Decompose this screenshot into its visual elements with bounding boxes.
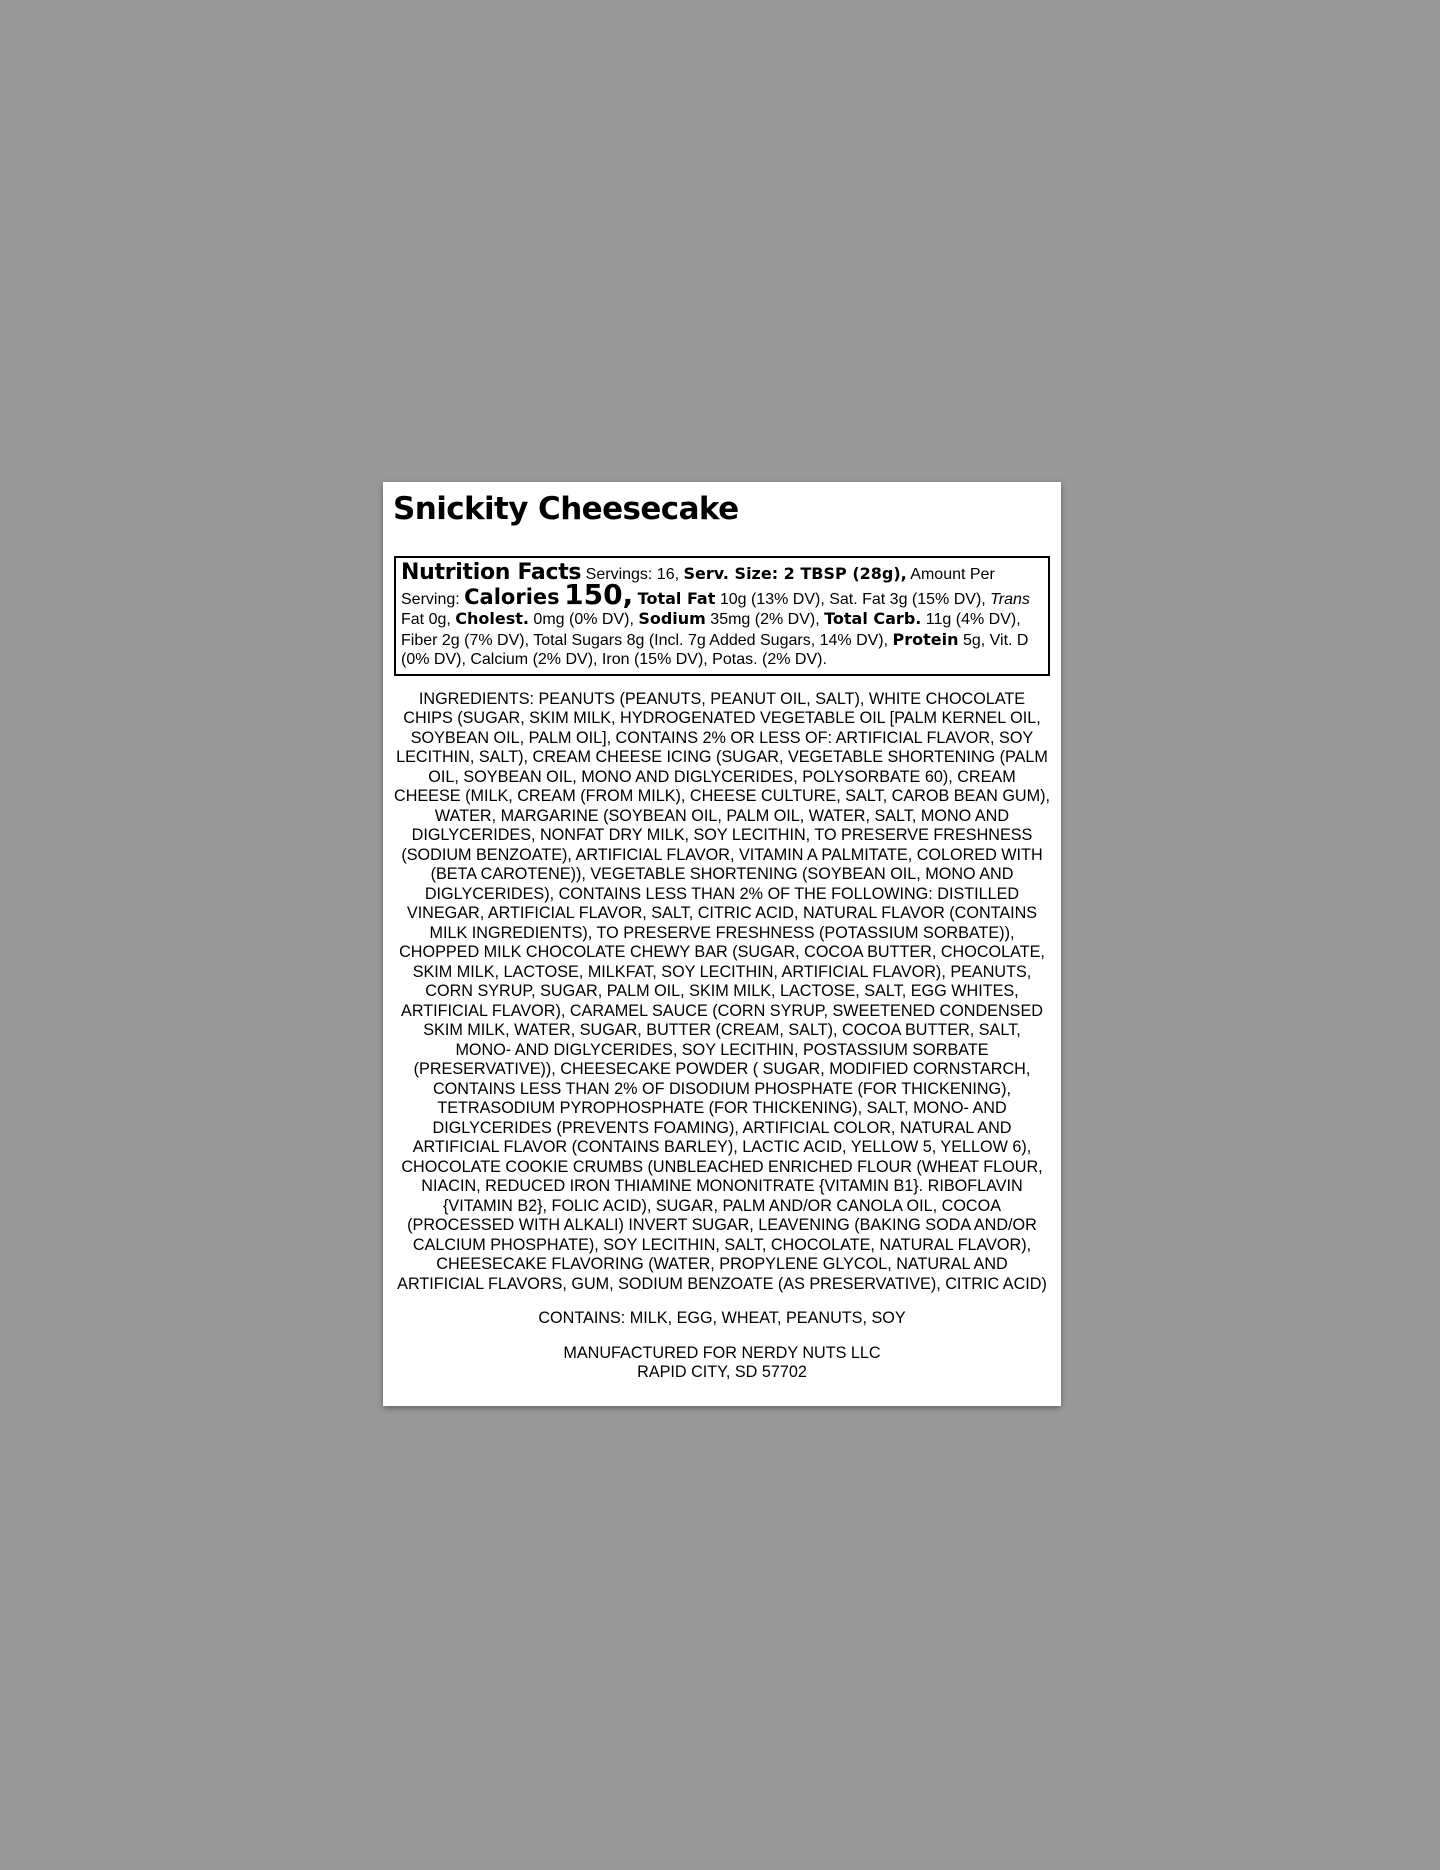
product-label-card (383, 482, 1061, 1406)
calories-value: 150, (564, 577, 634, 611)
nutrition-facts-title: Nutrition Facts (401, 560, 582, 585)
trans-fat-value: Fat 0g, (401, 611, 456, 628)
sodium-value: 35mg (2% DV), (705, 611, 825, 628)
servings-text: Servings: 16, (581, 566, 684, 583)
cholesterol-label: Cholest. (455, 609, 529, 628)
serving-size-text: Serv. Size: 2 TBSP (28g), (683, 564, 907, 583)
total-carb-value: 11g (4% DV), Fiber 2g (7% DV), Total Sugars 8g (Incl. 7g Added Sugars, 14% DV), (401, 611, 1021, 649)
total-carb-label: Total Carb. (824, 609, 922, 628)
ingredients-text: INGREDIENTS: PEANUTS (PEANUTS, PEANUT OIL, SALT), WHITE CHOCOLATE CHIPS (SUGAR, SKIM MILK, HYDROGENATED VEGETABLE OIL [PALM KERNEL OIL, SOYBEAN OIL, PALM OIL], CONTAINS 2% OR LESS OF: ARTIFICIAL FLAVOR, SOY LECITHIN, SALT), CREAM CHEESE ICING (SUGAR, VEGETABLE SHORTENING (PALM OIL, SOYBEAN OIL, MONO AND DIGLYCERIDES, POLYSORBATE 60), CREAM CHEESE (MILK, CREAM (FROM MILK), CHEESE CULTURE, SALT, CAROB BEAN GUM), WATER, MARGARINE (SOYBEAN OIL, PALM OIL, WATER, SALT, MONO AND DIGLYCERIDES, NONFAT DRY MILK, SOY LECITHIN, TO PRESERVE FRESHNESS (SODIUM BENZOATE), ARTIFICIAL FLAVOR, VITAMIN A PALMITATE, COLORED WITH (BETA CAROTENE)), VEGETABLE SHORTENING (SOYBEAN OIL, MONO AND DIGLYCERIDES), CONTAINS LESS THAN 2% OF THE FOLLOWING: DISTILLED VINEGAR, ARTIFICIAL FLAVOR, SALT, CITRIC ACID, NATURAL FLAVOR (CONTAINS MILK INGREDIENTS), TO PRESERVE FRESHNESS (POTASSIUM SORBATE)), CHOPPED MILK CHOCOLATE CHEWY BAR (SUGAR, COCOA BUTTER, CHOCOLATE, SKIM MILK, LACTOSE, MILKFAT, SOY LECITHIN, ARTIFICIAL FLAVOR), PEANUTS, CORN SYRUP, SUGAR, PALM OIL, SKIM MILK, LACTOSE, SALT, EGG WHITES, ARTIFICIAL FLAVOR), CARAMEL SAUCE (CORN SYRUP, SWEETENED CONDENSED SKIM MILK, WATER, SUGAR, BUTTER (CREAM, SALT), COCOA BUTTER, SALT, MONO- AND DIGLYCERIDES, SOY LECITHIN, POSTASSIUM SORBATE (PRESERVATIVE)), CHEESECAKE POWDER ( SUGAR, MODIFIED CORNSTARCH, CONTAINS LESS THAN 2% OF DISODIUM PHOSPHATE (FOR THICKENING), TETRASODIUM PYROPHOSPHATE (FOR THICKENING), SALT, MONO- AND DIGLYCERIDES (PREVENTS FOAMING), ARTIFICIAL COLOR, NATURAL AND ARTIFICIAL FLAVOR (CONTAINS BARLEY), LACTIC ACID, YELLOW 5, YELLOW 6), CHOCOLATE COOKIE CRUMBS (UNBLEACHED ENRICHED FLOUR (WHEAT FLOUR, NIACIN, REDUCED IRON THIAMINE MONONITRATE {VITAMIN B1}. RIBOFLAVIN {VITAMIN B2}, FOLIC ACID), SUGAR, PALM AND/OR CANOLA OIL, COCOA (PROCESSED WITH ALKALI) INVERT SUGAR, LEAVENING (BAKING SODA AND/OR CALCIUM PHOSPHATE), SOY LECITHIN, SALT, CHOCOLATE, NATURAL FLAVOR), CHEESECAKE FLAVORING (WATER, PROPYLENE GLYCOL, NATURAL AND ARTIFICIAL FLAVORS, GUM, SODIUM BENZOATE (AS PRESERVATIVE), CITRIC ACID) (394, 689, 1050, 1293)
trans-fat-label: Trans (990, 590, 1030, 608)
manufacturer-info (394, 1344, 1050, 1383)
protein-value: 5g, Vit. D (0% DV), Calcium (2% DV), Iron (15% DV), Potas. (2% DV). (401, 631, 1029, 668)
manufacturer-line: MANUFACTURED FOR NERDY NUTS LLC (563, 1343, 881, 1362)
amount-per-serving-text: Amount Per Serving: (401, 566, 995, 608)
allergen-contains-text: CONTAINS: MILK, EGG, WHEAT, PEANUTS, SOY (538, 1309, 906, 1327)
cholesterol-value: 0mg (0% DV), (528, 611, 639, 628)
calories-label: Calories (464, 584, 560, 609)
manufacturer-address: RAPID CITY, SD 57702 (637, 1363, 807, 1381)
total-fat-value: 10g (13% DV), Sat. Fat 3g (15% DV), (715, 590, 991, 608)
nutrition-facts-box (394, 556, 1050, 676)
total-fat-label: Total Fat (637, 588, 716, 608)
product-title: Snickity Cheesecake (393, 491, 739, 527)
sodium-label: Sodium (638, 609, 706, 628)
protein-label: Protein (892, 629, 959, 649)
